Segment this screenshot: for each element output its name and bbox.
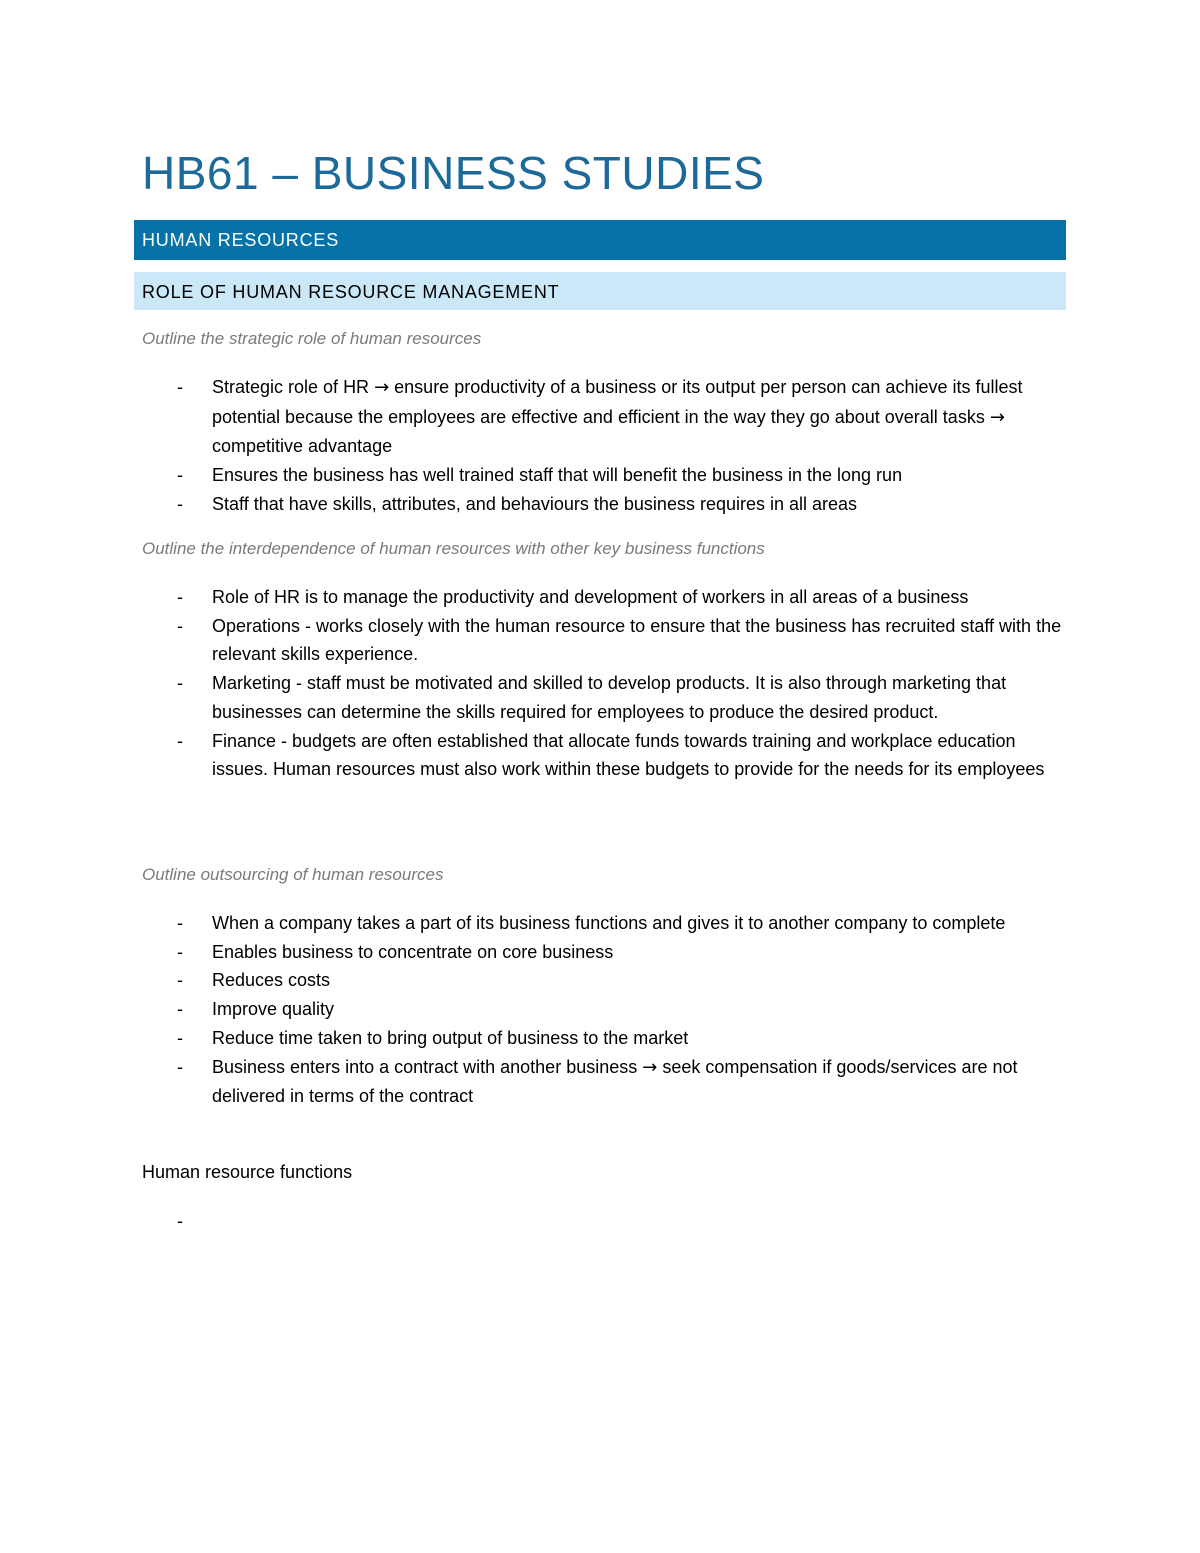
- bullet-marker: -: [177, 493, 183, 514]
- list-item: [0, 909, 1062, 938]
- block-heading-interdependence: Outline the interdependence of human resources with other key business functions: [142, 539, 765, 558]
- list-item-text: Reduce time taken to bring output of business to the market: [212, 1027, 689, 1048]
- bullet-marker: -: [177, 941, 183, 962]
- bullet-marker: -: [177, 465, 183, 486]
- list-item-text: Finance - budgets are often established that allocate funds towards training and workplace education issues. Human resources must also work within these budgets to provide for the needs for its employees: [212, 730, 1045, 780]
- list-item: [0, 966, 1062, 995]
- bullet-marker: -: [177, 377, 183, 397]
- list-item: [0, 995, 1062, 1024]
- section-heading-band: [134, 220, 1066, 260]
- bullet-marker: -: [177, 999, 183, 1020]
- bullet-marker: -: [177, 587, 183, 607]
- bullet-list-outsourcing: [0, 909, 1100, 1111]
- list-item: [0, 612, 1062, 669]
- list-item-text: Business enters into a contract with another business → seek compensation if goods/services are not delivered in terms of the contract: [212, 1056, 1018, 1107]
- bullet-list-hr-functions: [0, 1207, 1100, 1236]
- bullet-marker: -: [177, 673, 183, 694]
- bullet-marker: -: [177, 615, 183, 636]
- list-item-text: Marketing - staff must be motivated and skilled to develop products. It is also through marketing that businesses can determine the skills required for employees to produce the desired product.: [212, 673, 1007, 722]
- list-item-text: Ensures the business has well trained staff that will benefit the business in the long run: [212, 465, 903, 486]
- bullet-marker: -: [177, 970, 183, 991]
- arrow-right-icon: →: [989, 406, 1005, 428]
- block-heading-hr-functions: Human resource functions: [142, 1162, 353, 1182]
- list-item-text: Staff that have skills, attributes, and behaviours the business requires in all areas: [212, 493, 858, 514]
- block-heading-outsourcing: Outline outsourcing of human resources: [142, 865, 444, 884]
- list-item: [0, 461, 1062, 490]
- list-item: [0, 583, 1062, 612]
- arrow-right-icon: →: [642, 1056, 658, 1078]
- bullet-marker: -: [177, 1211, 183, 1231]
- bullet-marker: -: [177, 1027, 183, 1048]
- arrow-right-icon: →: [374, 377, 390, 398]
- list-item: [0, 373, 1062, 461]
- list-item-text: Operations - works closely with the human resource to ensure that the business has recruited staff with the relevant skills experience.: [212, 615, 1062, 665]
- list-item: [0, 1024, 1062, 1053]
- list-item-text: Reduces costs: [212, 970, 331, 991]
- list-item: [0, 1207, 1062, 1236]
- list-item-text: Strategic role of HR → ensure productivity of a business or its output per person can achieve its fullest potential because the employees are effective and efficient in the way they go about overall tasks → competitive advantage: [212, 377, 1023, 457]
- list-item-text: Role of HR is to manage the productivity and development of workers in all areas of a business: [212, 587, 969, 607]
- bullet-marker: -: [177, 913, 183, 933]
- list-item-text: When a company takes a part of its business functions and gives it to another company to complete: [212, 913, 1006, 933]
- subsection-heading-band: [134, 272, 1066, 310]
- list-item: [0, 938, 1062, 967]
- bullet-list-strategic-role: [0, 373, 1100, 519]
- list-item: [0, 1053, 1062, 1111]
- list-item: [0, 490, 1062, 519]
- block-heading-strategic-role: Outline the strategic role of human resources: [142, 329, 482, 348]
- list-item-text: Improve quality: [212, 999, 335, 1020]
- list-item: [0, 669, 1062, 726]
- bullet-marker: -: [177, 1056, 183, 1077]
- subsection-heading: ROLE OF HUMAN RESOURCE MANAGEMENT: [142, 282, 560, 302]
- document-title: HB61 – BUSINESS STUDIES: [142, 147, 765, 199]
- list-item-text: Enables business to concentrate on core business: [212, 941, 614, 962]
- bullet-list-interdependence: [0, 583, 1100, 784]
- list-item: [0, 727, 1062, 784]
- section-heading: HUMAN RESOURCES: [142, 230, 340, 250]
- bullet-marker: -: [177, 730, 183, 751]
